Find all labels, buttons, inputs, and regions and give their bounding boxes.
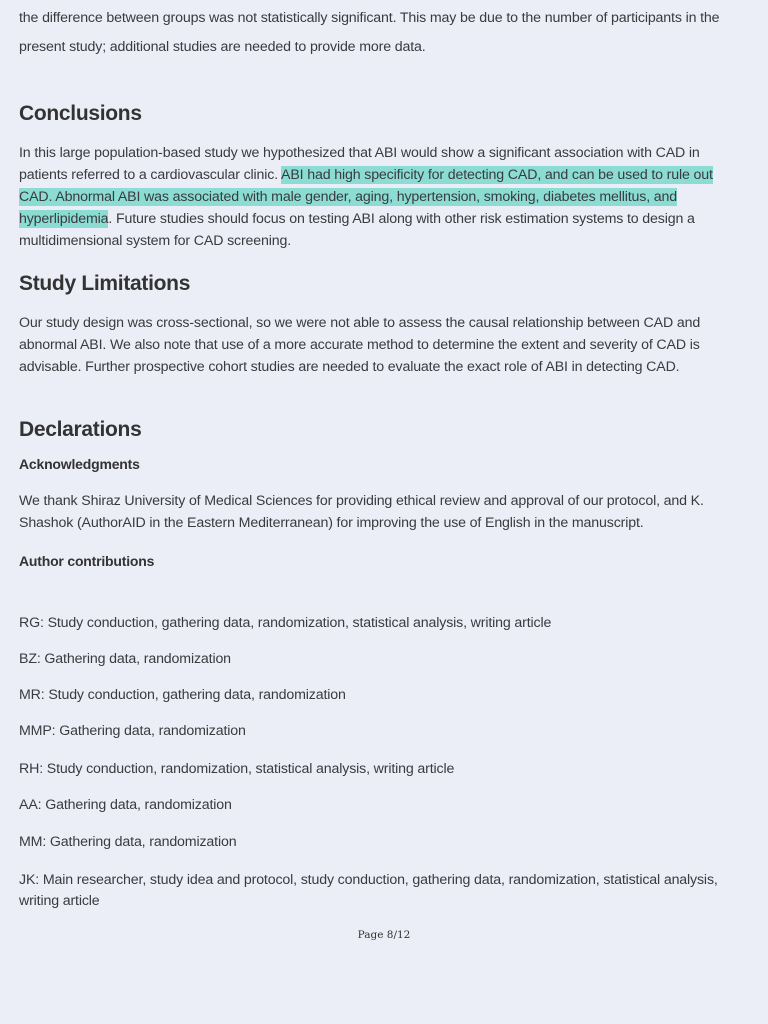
acknowledgments-heading: Acknowledgments <box>19 456 140 472</box>
contributions-heading: Author contributions <box>19 553 155 569</box>
declarations-section <box>19 418 749 569</box>
contribution-item: RG: Study conduction, gathering data, randomization, statistical analysis, writing article <box>19 615 552 631</box>
contribution-item: JK: Main researcher, study idea and protocol, study conduction, gathering data, randomization, statistical analysis, writing article <box>19 872 718 909</box>
conclusions-text-after: . Future studies should focus on testing ABI along with other risk estimation systems to design a multidimensional system for CAD screening. <box>19 211 695 249</box>
contribution-item: RH: Study conduction, randomization, statistical analysis, writing article <box>19 761 455 777</box>
limitations-section <box>19 272 749 378</box>
intro-paragraph: the difference between groups was not statistically significant. This may be due to the number of participants in the present study; additional studies are needed to provide more data. <box>19 10 720 55</box>
conclusions-text: In this large population-based study we hypothesized that ABI would show a significant association with CAD in patients referred to a cardiovascular clinic. <box>19 145 700 183</box>
limitations-paragraph: Our study design was cross-sectional, so we were not able to assess the causal relationship between CAD and abnormal ABI. We also note that use of a more accurate method to determine the extent and severity of CAD is advisable. Further prospective cohort studies are needed to evaluate the exact role of ABI in detecting CAD. <box>19 315 701 375</box>
limitations-heading: Study Limitations <box>19 272 191 295</box>
declarations-heading: Declarations <box>19 418 142 441</box>
contribution-item: BZ: Gathering data, randomization <box>19 651 231 667</box>
conclusions-section <box>19 102 749 252</box>
highlighted-text: ABI had high specificity for detecting CAD, and can be used to rule out CAD. Abnormal ABI was associated with male gender, aging, hypertension, smoking, diabetes mellitus, and hyperlipidemia <box>19 167 713 227</box>
conclusions-heading: Conclusions <box>19 102 142 125</box>
page-number: Page 8/12 <box>357 929 411 941</box>
acknowledgments-paragraph: We thank Shiraz University of Medical Sciences for providing ethical review and approval of our protocol, and K. Shashok (AuthorAID in the Eastern Mediterranean) for improving the use of English in the manuscript. <box>19 493 704 531</box>
conclusions-paragraph <box>19 142 749 252</box>
contribution-item: MM: Gathering data, randomization <box>19 834 237 850</box>
contribution-item: AA: Gathering data, randomization <box>19 797 232 813</box>
contribution-item: MR: Study conduction, gathering data, randomization <box>19 687 346 703</box>
contribution-item: MMP: Gathering data, randomization <box>19 723 246 739</box>
intro-paragraph-block <box>19 4 749 62</box>
